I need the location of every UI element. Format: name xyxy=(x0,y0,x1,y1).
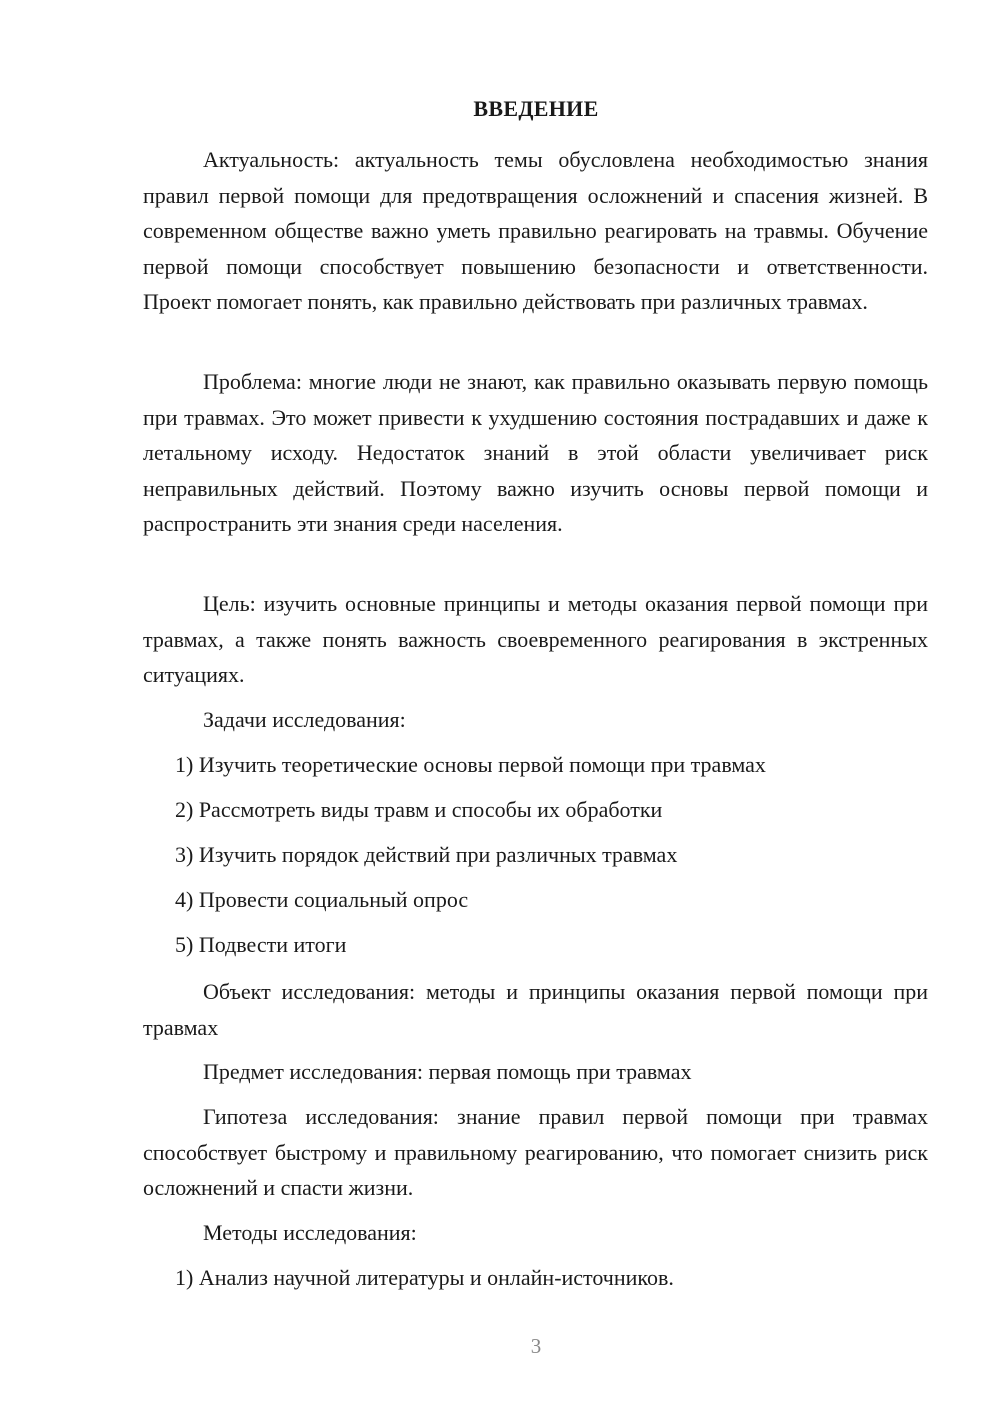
task-item: 1) Изучить теоретические основы первой помощи при травмах xyxy=(175,752,766,777)
paragraph-subject: Предмет исследования: первая помощь при травмах xyxy=(203,1059,692,1084)
task-item: 5) Подвести итоги xyxy=(175,932,347,957)
methods-heading: Методы исследования: xyxy=(203,1220,417,1245)
method-item: 1) Анализ научной литературы и онлайн-источников. xyxy=(175,1265,674,1290)
task-item: 2) Рассмотреть виды травм и способы их обработки xyxy=(175,797,663,822)
paragraph-hypothesis: Гипотеза исследования: знание правил первой помощи при травмах способствует быстрому и правильному реагированию, что помогает снизить риск осложнений и спасти жизни. xyxy=(143,1104,928,1200)
task-item: 3) Изучить порядок действий при различных травмах xyxy=(175,842,678,867)
paragraph-relevance: Актуальность: актуальность темы обусловлена необходимостью знания правил первой помощи для предотвращения осложнений и спасения жизней. В современном обществе важно уметь правильно реагировать на травмы. Обучение первой помощи способствует повышению безопасности и ответственности. Проект помогает понять, как правильно действовать при различных травмах. xyxy=(143,147,928,314)
paragraph-goal: Цель: изучить основные принципы и методы оказания первой помощи при травмах, а также понять важность своевременного реагирования в экстренных ситуациях. xyxy=(143,591,928,687)
paragraph-object: Объект исследования: методы и принципы оказания первой помощи при травмах xyxy=(143,979,928,1040)
page-title: ВВЕДЕНИЕ xyxy=(473,96,599,121)
tasks-heading: Задачи исследования: xyxy=(203,707,406,732)
task-item: 4) Провести социальный опрос xyxy=(175,887,469,912)
paragraph-problem: Проблема: многие люди не знают, как правильно оказывать первую помощь при травмах. Это может привести к ухудшению состояния пострадавших и даже к летальному исходу. Недостаток знаний в этой области увеличивает риск неправильных действий. Поэтому важно изучить основы первой помощи и распространить эти знания среди населения. xyxy=(143,369,928,536)
page-number: 3 xyxy=(530,1334,542,1358)
